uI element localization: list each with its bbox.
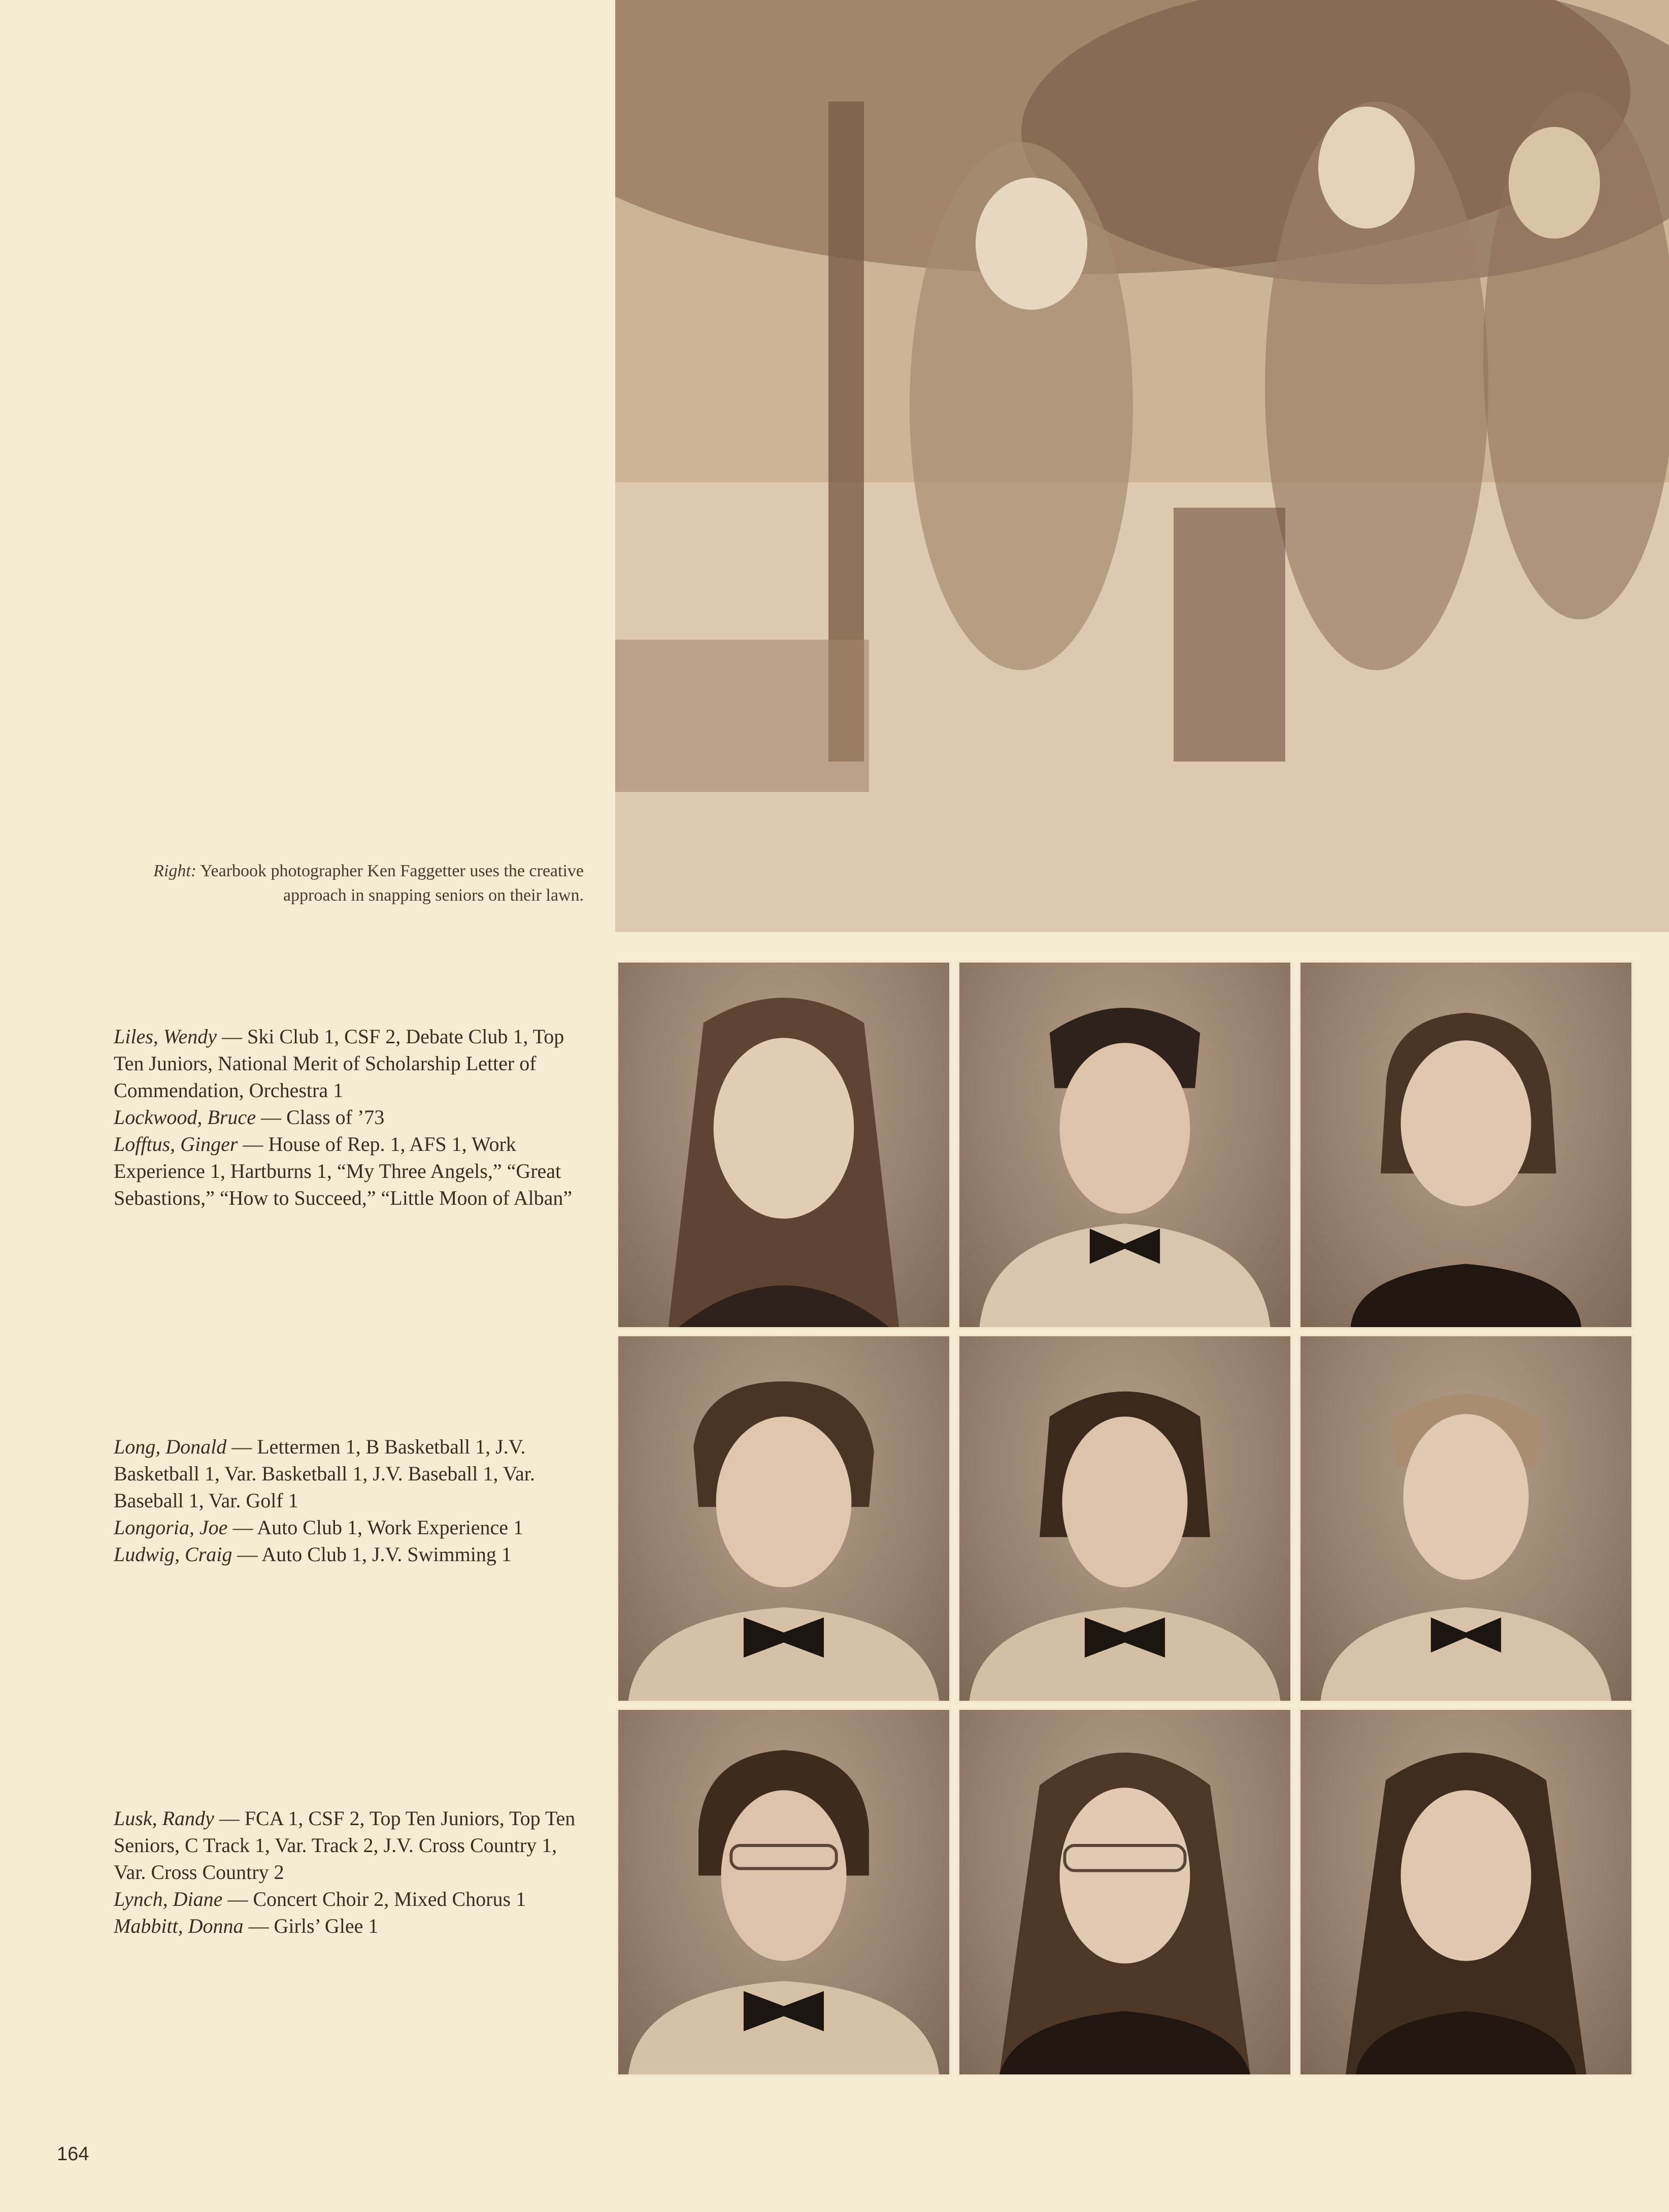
photo-caption xyxy=(152,859,584,908)
senior-activities: — House of Rep. 1, AFS 1, Work Experience 1, Hartburns 1, “My Three Angels,” “Great Sebastions,” “How to Succeed,” “Little Moon of Alban” xyxy=(114,1133,573,1209)
senior-entry xyxy=(114,1886,589,1912)
candid-lawn-photo xyxy=(615,0,1669,932)
senior-name: Lofftus, Ginger xyxy=(114,1133,238,1155)
senior-activities: — Auto Club 1, J.V. Swimming 1 xyxy=(237,1543,512,1566)
senior-entry xyxy=(114,1541,589,1568)
senior-portrait xyxy=(616,1708,951,2076)
senior-name: Longoria, Joe xyxy=(114,1516,228,1539)
senior-name: Mabbitt, Donna xyxy=(114,1914,244,1937)
senior-portrait xyxy=(616,1334,951,1703)
senior-name: Long, Donald xyxy=(114,1435,227,1458)
senior-name: Lusk, Randy xyxy=(114,1807,214,1830)
senior-entry xyxy=(114,1912,589,1939)
senior-portrait xyxy=(957,1334,1292,1703)
caption-text: Yearbook photographer Ken Faggetter uses the creative approach in snapping seniors on their lawn. xyxy=(200,862,584,905)
senior-portrait xyxy=(1298,1708,1633,2076)
senior-entry xyxy=(114,1131,589,1211)
senior-name: Lockwood, Bruce xyxy=(114,1106,256,1129)
senior-activities: — Ski Club 1, CSF 2, Debate Club 1, Top Ten Juniors, National Merit of Scholarship Letter of Commendation, Orchestra 1 xyxy=(114,1025,564,1102)
senior-entries-block-1 xyxy=(114,1023,589,1211)
senior-portrait xyxy=(957,961,1292,1329)
senior-activities: — Auto Club 1, Work Experience 1 xyxy=(232,1516,524,1539)
senior-entry xyxy=(114,1104,589,1131)
senior-entry xyxy=(114,1514,589,1541)
senior-activities: — Class of ’73 xyxy=(260,1106,385,1129)
page-number: 164 xyxy=(57,2143,89,2165)
senior-portrait xyxy=(1298,961,1633,1329)
senior-name: Ludwig, Craig xyxy=(114,1543,232,1566)
senior-name: Liles, Wendy xyxy=(114,1025,217,1048)
caption-lead: Right: xyxy=(153,862,197,880)
senior-entry xyxy=(114,1433,589,1514)
senior-activities: — FCA 1, CSF 2, Top Ten Juniors, Top Ten Seniors, C Track 1, Var. Track 2, J.V. Cross Country 1, Var. Cross Country 2 xyxy=(114,1807,576,1884)
senior-portrait xyxy=(616,961,951,1329)
senior-entry xyxy=(114,1023,589,1104)
senior-portrait xyxy=(1298,1334,1633,1703)
senior-activities: — Girls’ Glee 1 xyxy=(248,1914,379,1937)
senior-entries-block-3 xyxy=(114,1805,589,1939)
senior-activities: — Concert Choir 2, Mixed Chorus 1 xyxy=(227,1888,526,1910)
senior-entry xyxy=(114,1805,589,1886)
senior-name: Lynch, Diane xyxy=(114,1888,223,1910)
senior-entries-block-2 xyxy=(114,1433,589,1568)
senior-portrait xyxy=(957,1708,1292,2076)
senior-activities: — Lettermen 1, B Basketball 1, J.V. Basketball 1, Var. Basketball 1, J.V. Baseball 1, Var. Baseball 1, Var. Golf 1 xyxy=(114,1435,535,1512)
